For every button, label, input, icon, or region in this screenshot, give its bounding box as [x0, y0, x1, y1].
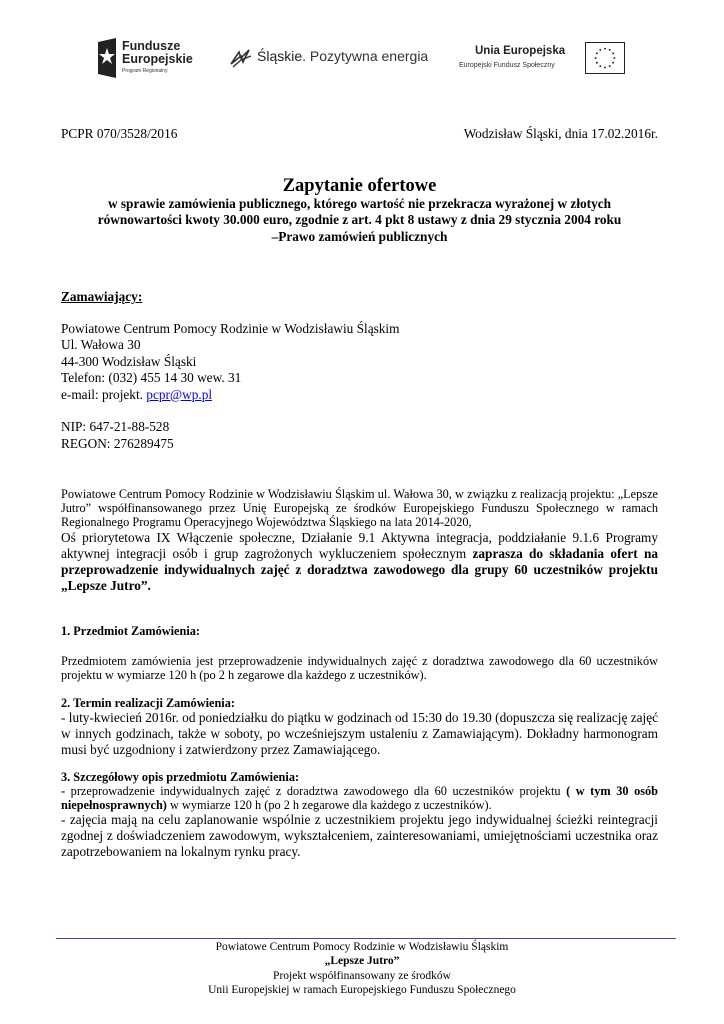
- intro-part1: Powiatowe Centrum Pomocy Rodzinie w Wodzisławiu Śląskim ul. Wałowa 30, w związku z realizacją projektu: „Lepsze Jutro” współfinansowanego przez Unię Europejską ze środków Europejskiego Funduszu Społecznego w ramach Regionalnego Programu Operacyjnego Województwa Śląskiego na lata 2014-2020,: [61, 487, 658, 530]
- unia-europejska-logo: [455, 42, 630, 78]
- place-date: Wodzisław Śląski, dnia 17.02.2016r.: [463, 126, 658, 141]
- fe-line3: Program Regionalny: [122, 68, 168, 74]
- section-3-a-start: przeprowadzenie indywidualnych zajęć z doradztwa zawodowego dla 60 uczestników projektu: [70, 783, 567, 798]
- subtitle-line2: równowartości kwoty 30.000 euro, zgodnie z art. 4 pkt 8 ustawy z dnia 29 stycznia 2004 roku: [97, 212, 622, 227]
- eu-flag-icon: [585, 42, 625, 74]
- slaskie-logo: [229, 44, 439, 74]
- logo-bar: [0, 0, 724, 100]
- footer-line1: Powiatowe Centrum Pomocy Rodzinie w Wodzisławiu Śląskim: [215, 941, 509, 953]
- section-2-title: 2. Termin realizacji Zamówienia:: [61, 695, 235, 710]
- section-3-a-end: w wymiarze 120 h (po 2 h zegarowe dla każdego z uczestników).: [166, 797, 492, 812]
- slaskie-bird-icon: [229, 46, 253, 70]
- subtitle-line1: w sprawie zamówienia publicznego, którego wartość nie przekracza wyrażonej w złotych: [107, 195, 612, 211]
- footer-divider: [56, 938, 676, 939]
- section-3-dash: -: [61, 783, 71, 798]
- eu-subtitle: Europejski Fundusz Społeczny: [459, 62, 555, 69]
- orderer-name: Powiatowe Centrum Pomocy Rodzinie w Wodzisławiu Śląskim: [61, 320, 400, 336]
- footer-line3: Projekt współfinansowany ze środków: [273, 969, 451, 982]
- slaskie-tagline: Pozytywna energia: [309, 48, 429, 64]
- section-3-title: 3. Szczegółowy opis przedmiotu Zamówienia:: [61, 769, 300, 784]
- subtitle-line3: –Prawo zamówień publicznych: [271, 228, 448, 244]
- intro-paragraph: [61, 487, 658, 594]
- slaskie-name: Śląskie.: [257, 48, 307, 64]
- nip: NIP: 647-21-88-528: [61, 419, 170, 434]
- section-1-title: 1. Przedmiot Zamówienia:: [61, 623, 200, 638]
- section-3: [61, 770, 658, 860]
- orderer-street: Ul. Wałowa 30: [61, 337, 141, 352]
- document-title: Zapytanie ofertowe: [282, 175, 437, 196]
- fe-star-icon: [96, 38, 118, 78]
- fundusze-europejskie-logo: [96, 34, 206, 84]
- orderer-ids: [61, 419, 658, 452]
- email-link[interactable]: pcpr@wp.pl: [146, 386, 213, 402]
- orderer-city: 44-300 Wodzisław Śląski: [61, 353, 197, 369]
- email-label: e-mail: projekt.: [61, 386, 147, 402]
- orderer-address: [61, 321, 658, 404]
- fe-line1: Fundusze: [122, 39, 181, 53]
- section-3-text-a: [61, 784, 658, 812]
- intro-part2: Oś priorytetowa IX Włączenie społeczne, Działanie 9.1 Aktywna integracja, poddziałanie 9.1.6 Programy aktywnej integracji osób i grup zagrożonych wykluczeniem społecznym: [61, 529, 658, 561]
- intro-part2-block: [61, 530, 658, 594]
- fe-line2: Europejskie: [122, 52, 193, 66]
- document-body: [61, 126, 658, 860]
- slaskie-text: [257, 48, 428, 64]
- footer: [0, 940, 724, 997]
- regon: REGON: 276289475: [61, 435, 174, 451]
- orderer-heading: Zamawiający:: [61, 289, 143, 304]
- section-1-text: Przedmiotem zamówienia jest przeprowadzenie indywidualnych zajęć z doradztwa zawodowego dla 60 uczestników projektu w wymiarze 120 h (po 2 h zegarowe dla każdego z uczestników).: [61, 653, 658, 682]
- footer-line2: „Lepsze Jutro”: [324, 955, 400, 968]
- footer-line4: Unii Europejskiej w ramach Europejskiego Funduszu Społecznego: [208, 983, 516, 996]
- header-row: [61, 126, 658, 143]
- section-2: [61, 696, 658, 758]
- orderer-phone: Telefon: (032) 455 14 30 wew. 31: [61, 370, 242, 385]
- intro-part2-bold: zaprasza do składania ofert na przeprowadzenie indywidualnych zajęć z doradztwa zawodowego dla grupy 60 uczestników projektu „Lepsze Jutro”.: [61, 545, 659, 593]
- title-block: [61, 176, 658, 246]
- section-3-a-bold: ( w tym 30 osób niepełnosprawnych): [61, 783, 659, 812]
- section-2-text: - luty-kwiecień 2016r. od poniedziałku do piątku w godzinach od 15:30 do 19.30 (dopuszcza się realizację zajęć w innych godzinach, także w soboty, po wcześniejszym ustaleniu z Zamawiającym). Dokładny harmonogram musi być uzgodniony i zatwierdzony przez Zamawiającego.: [61, 709, 658, 757]
- section-3-text-b: - zajęcia mają na celu zaplanowanie wspólnie z uczestnikiem projektu jego indywidualnej ścieżki reintegracji zgodnej z doświadczeniem zawodowym, wykształceniem, zainteresowaniami, umiejętnościami uczestnika oraz zapotrzebowaniem na lokalnym rynku pracy.: [61, 811, 658, 859]
- section-1: [61, 624, 658, 682]
- reference-number: PCPR 070/3528/2016: [61, 126, 178, 141]
- eu-title: Unia Europejska: [475, 45, 566, 57]
- orderer-email: [61, 387, 658, 404]
